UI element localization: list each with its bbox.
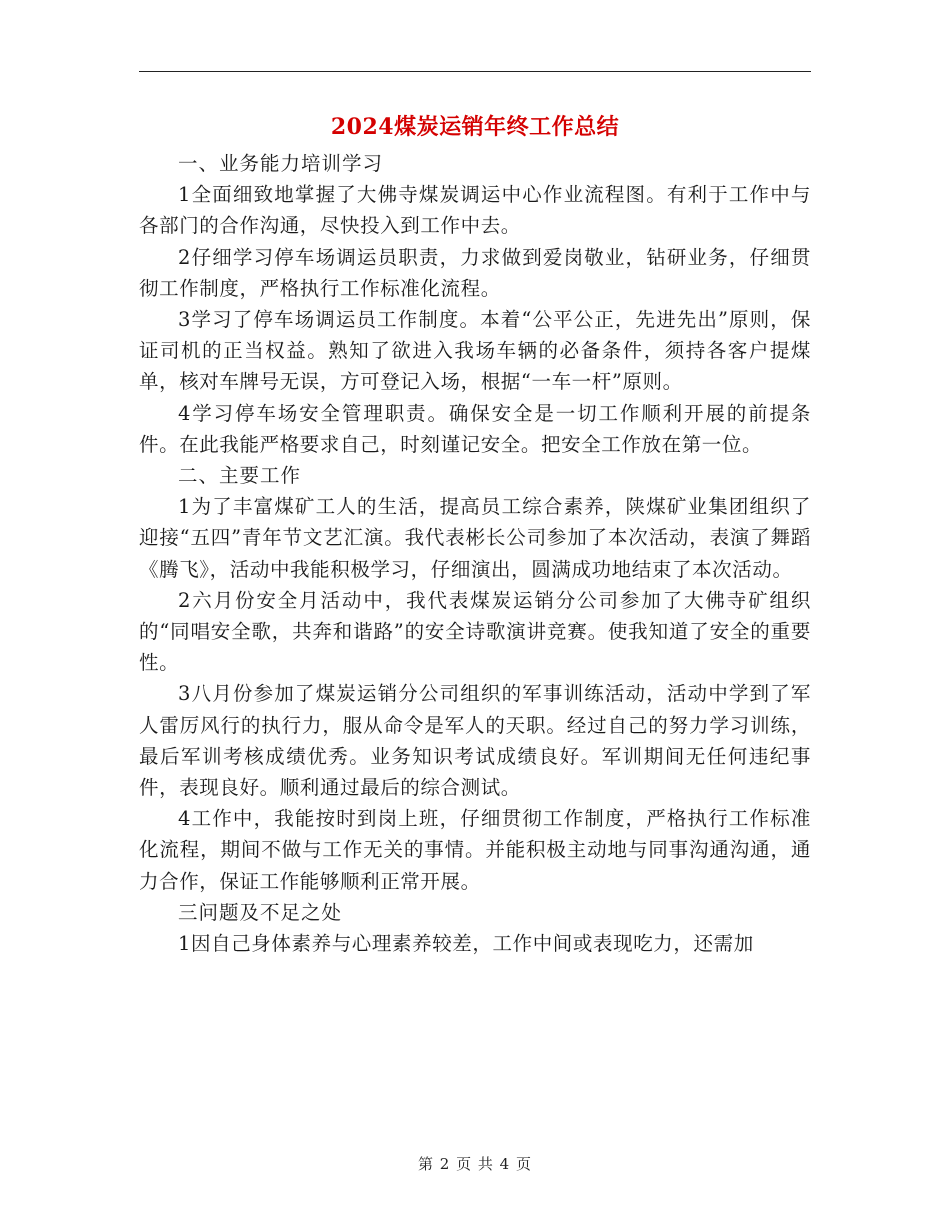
paragraph: 1为了丰富煤矿工人的生活，提高员工综合素养，陕煤矿业集团组织了迎接“五四”青年节文艺汇演。我代表彬长公司参加了本次活动，表演了舞蹈《腾飞》，活动中我能积极学习，仔细演出，圆满成功地结束了本次活动。 [139,495,811,581]
document-title: 2024煤炭运销年终工作总结 [330,114,620,140]
page-footer: 第 2 页 共 4 页 [418,1155,532,1173]
section-heading: 三问题及不足之处 [178,900,343,924]
paragraph: 4学习停车场安全管理职责。确保安全是一切工作顺利开展的前提条件。在此我能严格要求自己，时刻谨记安全。把安全工作放在第一位。 [139,401,811,456]
paragraph: 4工作中，我能按时到岗上班，仔细贯彻工作制度，严格执行工作标准化流程，期间不做与工作无关的事情。并能积极主动地与同事沟通沟通，通力合作，保证工作能够顺利正常开展。 [139,807,811,893]
paragraph: 3八月份参加了煤炭运销分公司组织的军事训练活动，活动中学到了军人雷厉风行的执行力，服从命令是军人的天职。经过自己的努力学习训练，最后军训考核成绩优秀。业务知识考试成绩良好。军训期间无任何违纪事件，表现良好。顺利通过最后的综合测试。 [139,682,811,800]
paragraph: 2六月份安全月活动中，我代表煤炭运销分公司参加了大佛寺矿组织的“同唱安全歌，共奔和谐路”的安全诗歌演讲竞赛。使我知道了安全的重要性。 [139,588,811,675]
paragraph: 1全面细致地掌握了大佛寺煤炭调运中心作业流程图。有利于工作中与各部门的合作沟通，尽快投入到工作中去。 [139,183,811,238]
section-heading: 一、业务能力培训学习 [178,152,384,175]
document-body [139,148,811,959]
header-rule [139,71,811,72]
paragraph: 3学习了停车场调运员工作制度。本着“公平公正，先进先出”原则，保证司机的正当权益。熟知了欲进入我场车辆的必备条件，须持各客户提煤单，核对车牌号无误，方可登记入场，根据“一车一杆”原则。 [139,308,811,394]
section-heading: 二、主要工作 [178,464,302,488]
paragraph: 1因自己身体素养与心理素养较差，工作中间或表现吃力，还需加 [178,932,754,956]
paragraph: 2仔细学习停车场调运员职责，力求做到爱岗敬业，钻研业务，仔细贯彻工作制度，严格执行工作标准化流程。 [139,245,811,300]
